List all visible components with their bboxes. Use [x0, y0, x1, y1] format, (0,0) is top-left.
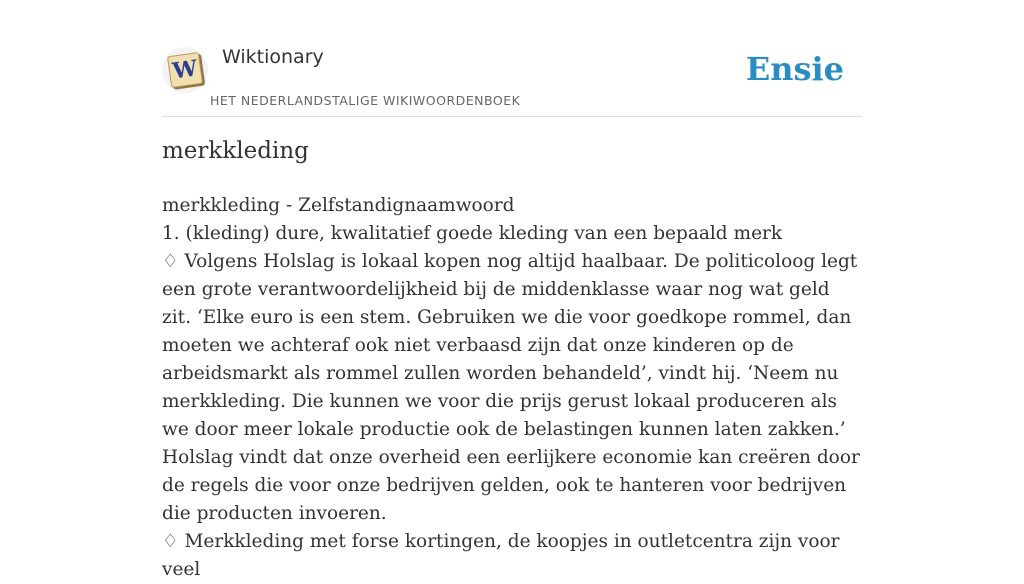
page — [162, 0, 862, 580]
wiktionary-logo-tile: W — [167, 52, 203, 88]
entry-title: merkkleding — [162, 138, 309, 164]
example-sentence: ♢ Merkkleding met forse kortingen, de koopjes in outletcentra zijn voor veel — [162, 531, 840, 580]
site-header — [162, 0, 862, 117]
definition: 1. (kleding) dure, kwalitatief goede kleding van een bepaald merk — [162, 223, 783, 244]
word-type: merkkleding - Zelfstandignaamwoord — [162, 195, 515, 216]
ensie-brand-link[interactable]: Ensie — [745, 50, 844, 88]
wiktionary-logo[interactable] — [162, 47, 208, 93]
site-name[interactable]: Wiktionary — [222, 46, 324, 68]
entry-content — [162, 192, 862, 584]
site-subtitle: HET NEDERLANDSTALIGE WIKIWOORDENBOEK — [210, 93, 521, 108]
example-sentence: ♢ Volgens Holslag is lokaal kopen nog altijd haalbaar. De politicoloog legt een grote verantwoordelijkheid bij de middenklasse waar nog wat geld zit. ‘Elke euro is een stem. Gebruiken we die voor goedkope rommel, dan moeten we achteraf ook niet verbaasd zijn dat onze kinderen op de arbeidsmarkt als rommel zullen worden behandeld’, vindt hij. ‘Neem nu merkkleding. Die kunnen we voor die prijs gerust lokaal produceren als we door meer lokale productie ook de belastingen kunnen laten zakken.’ Holslag vindt dat onze overheid een eerlijkere economie kan creëren door de regels die voor onze bedrijven gelden, ook te hanteren voor bedrijven die producten invoeren. — [162, 251, 860, 524]
